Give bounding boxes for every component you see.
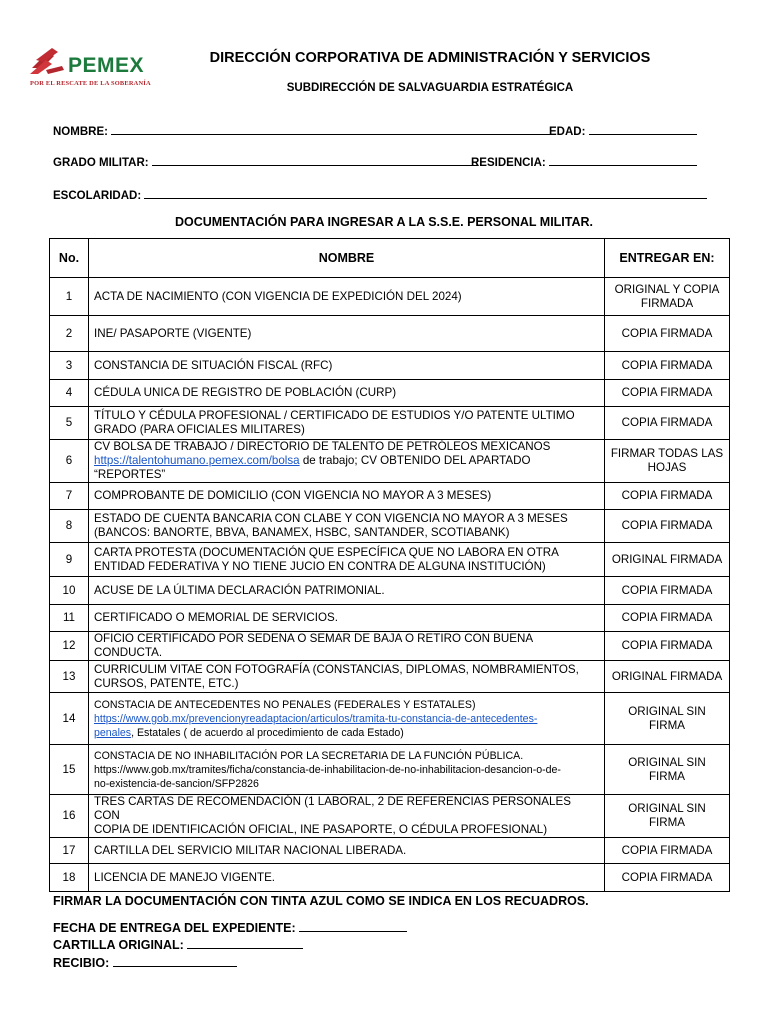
row-deliver-line2: FIRMA: [648, 816, 686, 829]
row-name-line1: TÍTULO Y CÉDULA PROFESIONAL / CERTIFICADO DE ESTUDIOS Y/O PATENTE ULTIMO: [94, 409, 575, 422]
table-row: [50, 632, 730, 661]
row-deliver: COPIA FIRMADA: [605, 316, 730, 352]
antecedentes-link[interactable]: https://www.gob.mx/prevencionyreadaptacion/articulos/tramita-tu-constancia-de-antecedentes-: [94, 712, 538, 725]
row-deliver-line2: FIRMADA: [640, 296, 694, 310]
row-number: 1: [50, 278, 89, 316]
row-number: 2: [50, 316, 89, 352]
pemex-logo: [28, 46, 178, 94]
residencia-field[interactable]: [471, 155, 697, 169]
row-number: 17: [50, 838, 89, 864]
pemex-tagline: POR EL RESCATE DE LA SOBERANÍA: [30, 80, 151, 87]
row-number: 10: [50, 577, 89, 605]
row-name-line1: CONSTACIA DE NO INHABILITACIÓN POR LA SECRETARIA DE LA FUNCIÓN PÚBLICA.: [94, 749, 524, 762]
table-row: [50, 352, 730, 380]
table-row: [50, 278, 730, 316]
escolaridad-blank[interactable]: [144, 188, 707, 199]
grado-field[interactable]: [53, 155, 477, 169]
row-deliver-line2: FIRMA: [648, 718, 686, 732]
row-name-line1: CURRICULIM VITAE CON FOTOGRAFÍA (CONSTANCIAS, DIPLOMAS, NOMBRAMIENTOS,: [94, 662, 579, 676]
row-number: 7: [50, 483, 89, 510]
row-name-line1: TRES CARTAS DE RECOMENDACIÓN (1 LABORAL, 2 DE REFERENCIAS PERSONALES CON: [94, 795, 571, 822]
row-number: 12: [50, 632, 89, 661]
row-deliver: [605, 693, 730, 745]
fecha-entrega-label: FECHA DE ENTREGA DEL EXPEDIENTE:: [53, 921, 296, 935]
page-title: DIRECCIÓN CORPORATIVA DE ADMINISTRACIÓN Y SERVICIOS: [209, 50, 651, 66]
row-name: ACTA DE NACIMIENTO (CON VIGENCIA DE EXPEDICIÓN DEL 2024): [89, 278, 605, 316]
pemex-wordmark: PEMEX: [68, 54, 145, 77]
row-name-after-link: de trabajo; CV OBTENIDO DEL APARTADO “REPORTES”: [94, 454, 531, 481]
row-name: INE/ PASAPORTE (VIGENTE): [89, 316, 605, 352]
table-row: [50, 407, 730, 440]
residencia-blank[interactable]: [549, 155, 697, 166]
row-deliver: ORIGINAL FIRMADA: [605, 661, 730, 693]
table-row: [50, 543, 730, 577]
row-name-line1: CV BOLSA DE TRABAJO / DIRECTORIO DE TALENTO DE PETRÓLEOS MEXICANOS: [94, 440, 551, 453]
row-deliver: COPIA FIRMADA: [605, 605, 730, 632]
row-number: 16: [50, 795, 89, 838]
row-name: CARTILLA DEL SERVICIO MILITAR NACIONAL LIBERADA.: [89, 838, 605, 864]
row-number: 4: [50, 380, 89, 407]
row-deliver: COPIA FIRMADA: [605, 838, 730, 864]
documentation-title: DOCUMENTACIÓN PARA INGRESAR A LA S.S.E. PERSONAL MILITAR.: [174, 215, 594, 229]
row-deliver: ORIGINAL FIRMADA: [605, 543, 730, 577]
row-deliver: [605, 278, 730, 316]
table-row: [50, 745, 730, 795]
row-name: [89, 510, 605, 543]
table-row: [50, 483, 730, 510]
nombre-field[interactable]: [53, 124, 551, 138]
row-deliver: [605, 795, 730, 838]
row-name: [89, 440, 605, 483]
row-deliver-line2: FIRMA: [648, 769, 686, 783]
row-name: OFICIO CERTIFICADO POR SEDENA O SEMAR DE BAJA O RETIRO CON BUENA CONDUCTA.: [89, 632, 605, 661]
row-deliver: COPIA FIRMADA: [605, 632, 730, 661]
table-row: [50, 661, 730, 693]
header-nombre: NOMBRE: [89, 239, 605, 278]
row-name-after-link: , Estatales ( de acuerdo al procedimiento de cada Estado): [131, 726, 404, 739]
row-name: COMPROBANTE DE DOMICILIO (CON VIGENCIA NO MAYOR A 3 MESES): [89, 483, 605, 510]
signature-instruction: FIRMAR LA DOCUMENTACIÓN CON TINTA AZUL COMO SE INDICA EN LOS RECUADROS.: [53, 894, 589, 908]
row-name: [89, 795, 605, 838]
edad-blank[interactable]: [589, 124, 697, 135]
row-deliver: COPIA FIRMADA: [605, 380, 730, 407]
table-row: [50, 795, 730, 838]
header-entregar: ENTREGAR EN:: [605, 239, 730, 278]
row-number: 14: [50, 693, 89, 745]
header-no: No.: [50, 239, 89, 278]
fecha-entrega-field[interactable]: [53, 921, 407, 935]
row-name: CERTIFICADO O MEMORIAL DE SERVICIOS.: [89, 605, 605, 632]
row-name: [89, 745, 605, 795]
row-name: [89, 693, 605, 745]
row-number: 11: [50, 605, 89, 632]
row-deliver: COPIA FIRMADA: [605, 483, 730, 510]
cartilla-original-blank[interactable]: [187, 938, 303, 949]
row-name-line2: GRADO (PARA OFICIALES MILITARES): [94, 423, 305, 436]
table-header-row: [50, 239, 730, 278]
row-deliver-line1: ORIGINAL SIN: [628, 755, 706, 769]
row-name-line2: (BANCOS: BANORTE, BBVA, BANAMEX, HSBC, SANTANDER, SCOTIABANK): [94, 526, 510, 539]
row-deliver-line2: HOJAS: [647, 461, 687, 474]
recibio-blank[interactable]: [113, 956, 237, 967]
recibio-field[interactable]: [53, 956, 237, 970]
row-name: CÉDULA UNICA DE REGISTRO DE POBLACIÓN (CURP): [89, 380, 605, 407]
table-row: [50, 510, 730, 543]
row-deliver-line1: ORIGINAL SIN: [628, 802, 706, 815]
recibio-label: RECIBIO:: [53, 956, 110, 970]
table-row: [50, 380, 730, 407]
row-name: ACUSE DE LA ÚLTIMA DECLARACIÓN PATRIMONIAL.: [89, 577, 605, 605]
cartilla-original-label: CARTILLA ORIGINAL:: [53, 938, 184, 952]
row-number: 9: [50, 543, 89, 577]
nombre-label: NOMBRE:: [53, 126, 108, 138]
row-deliver-line1: FIRMAR TODAS LAS: [610, 447, 724, 460]
row-deliver: [605, 440, 730, 483]
row-name: [89, 543, 605, 577]
row-name-line2: https://www.gob.mx/tramites/ficha/constancia-de-inhabilitacion-de-no-inhabilitacion-desancion-o-de-: [94, 763, 561, 776]
table-row: [50, 693, 730, 745]
table-row: [50, 316, 730, 352]
row-name: [89, 407, 605, 440]
table-row: [50, 605, 730, 632]
row-deliver: [605, 745, 730, 795]
nombre-blank[interactable]: [111, 124, 551, 135]
edad-label: EDAD:: [549, 126, 586, 138]
talento-link[interactable]: https://talentohumano.pemex.com/bolsa: [94, 454, 300, 467]
pemex-eagle-icon: [28, 46, 68, 80]
row-name-line1: CARTA PROTESTA (DOCUMENTACIÓN QUE ESPECÍFICA QUE NO LABORA EN OTRA: [94, 545, 559, 559]
edad-field[interactable]: [549, 124, 697, 138]
row-name-line2: COPIA DE IDENTIFICACIÓN OFICIAL, INE PASAPORTE, O CÉDULA PROFESIONAL): [94, 823, 548, 836]
row-number: 5: [50, 407, 89, 440]
row-deliver: COPIA FIRMADA: [605, 352, 730, 380]
residencia-label: RESIDENCIA:: [471, 157, 546, 169]
table-row: [50, 864, 730, 892]
table-row: [50, 838, 730, 864]
row-name-line3: no-existencia-de-sancion/SFP2826: [94, 777, 259, 790]
row-number: 15: [50, 745, 89, 795]
row-name-line2: ENTIDAD FEDERATIVA Y NO TIENE JUCIO EN CONTRA DE ALGUNA INSTITUCIÓN): [94, 559, 546, 573]
row-deliver: COPIA FIRMADA: [605, 577, 730, 605]
row-name-line1: ESTADO DE CUENTA BANCARIA CON CLABE Y CON VIGENCIA NO MAYOR A 3 MESES: [94, 512, 568, 525]
page-subtitle: SUBDIRECCIÓN DE SALVAGUARDIA ESTRATÉGICA: [286, 82, 574, 94]
row-name-line2: CURSOS, PATENTE, ETC.): [94, 676, 239, 690]
fecha-entrega-blank[interactable]: [299, 921, 407, 932]
antecedentes-link-cont[interactable]: penales: [94, 726, 132, 739]
table-row: [50, 577, 730, 605]
row-number: 13: [50, 661, 89, 693]
row-deliver-line1: ORIGINAL Y COPIA: [614, 282, 720, 296]
row-number: 6: [50, 440, 89, 483]
row-deliver: COPIA FIRMADA: [605, 510, 730, 543]
row-number: 3: [50, 352, 89, 380]
escolaridad-field[interactable]: [53, 188, 707, 202]
escolaridad-label: ESCOLARIDAD:: [53, 190, 142, 202]
grado-label: GRADO MILITAR:: [53, 157, 149, 169]
row-number: 18: [50, 864, 89, 892]
row-name: [89, 661, 605, 693]
row-deliver-line1: ORIGINAL SIN: [628, 704, 706, 718]
grado-blank[interactable]: [152, 155, 477, 166]
documentation-table: [49, 238, 730, 892]
row-name: CONSTANCIA DE SITUACIÓN FISCAL (RFC): [89, 352, 605, 380]
row-name-line1: CONSTACIA DE ANTECEDENTES NO PENALES (FEDERALES Y ESTATALES): [94, 698, 476, 711]
row-name: LICENCIA DE MANEJO VIGENTE.: [89, 864, 605, 892]
table-row: [50, 440, 730, 483]
row-deliver: COPIA FIRMADA: [605, 864, 730, 892]
row-deliver: COPIA FIRMADA: [605, 407, 730, 440]
cartilla-original-field[interactable]: [53, 938, 303, 952]
row-number: 8: [50, 510, 89, 543]
